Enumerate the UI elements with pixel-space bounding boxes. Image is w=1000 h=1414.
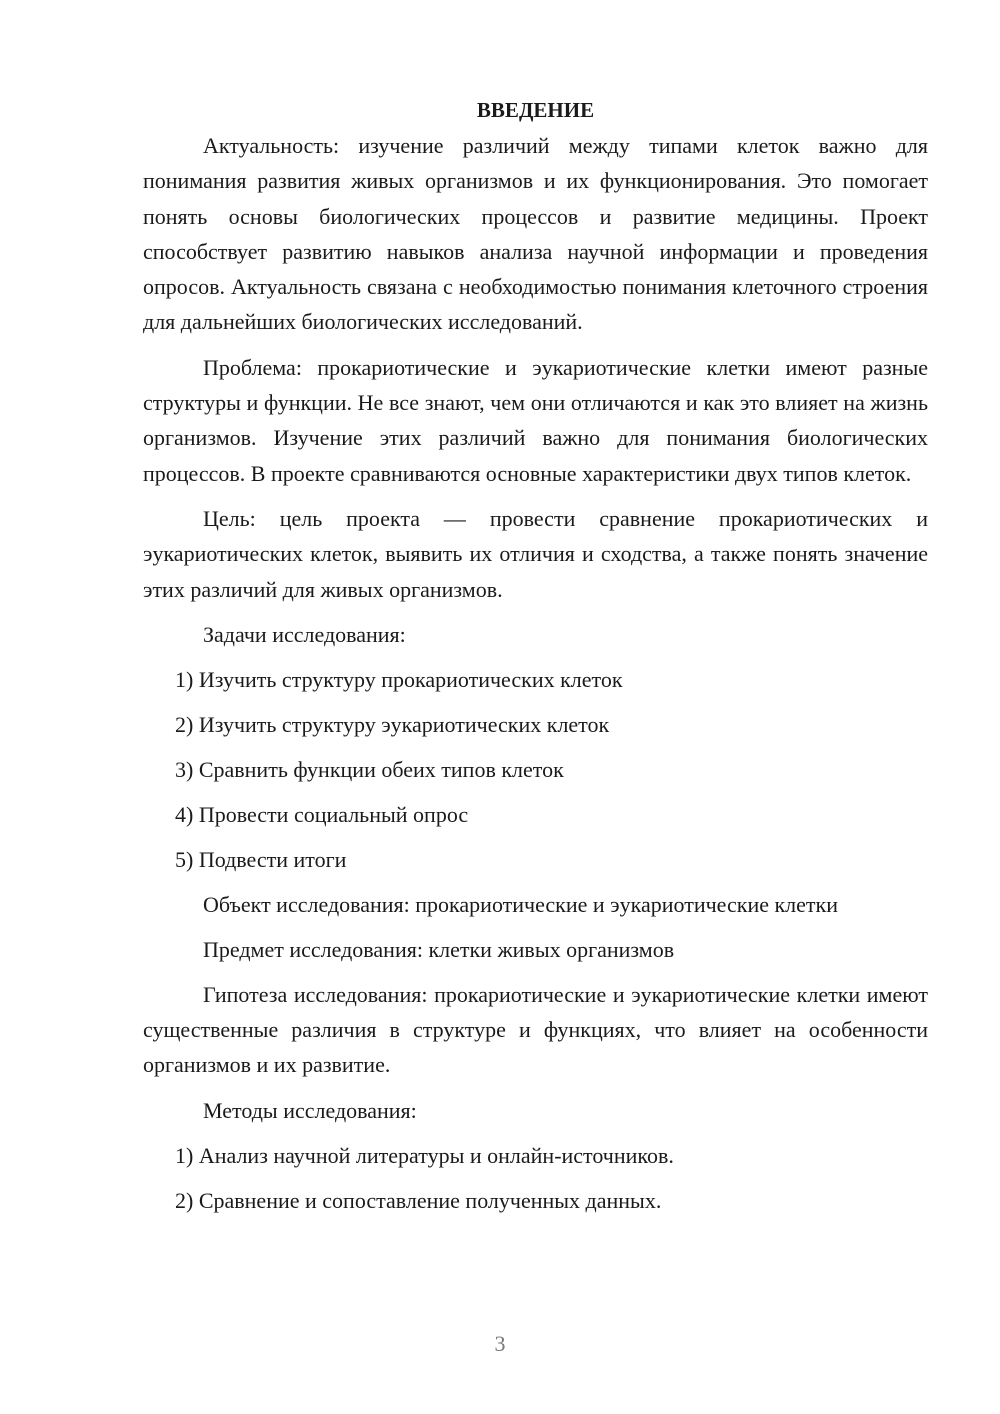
method-item-1: 1) Анализ научной литературы и онлайн-источников. bbox=[175, 1142, 674, 1168]
tasks-heading: Задачи исследования: bbox=[203, 621, 406, 647]
page-content bbox=[143, 93, 928, 1228]
task-item-2: 2) Изучить структуру эукариотических клеток bbox=[175, 711, 610, 737]
task-item-1: 1) Изучить структуру прокариотических клеток bbox=[175, 666, 623, 692]
problem-paragraph: Проблема: прокариотические и эукариотические клетки имеют разные структуры и функции. Не все знают, чем они отличаются и как это влияет на жизнь организмов. Изучение этих различий важно для понимания биологических процессов. В проекте сравниваются основные характеристики двух типов клеток. bbox=[143, 354, 928, 486]
task-item-4: 4) Провести социальный опрос bbox=[175, 801, 469, 827]
research-subject: Предмет исследования: клетки живых организмов bbox=[203, 936, 675, 962]
page-number: 3 bbox=[494, 1331, 506, 1356]
relevance-paragraph: Актуальность: изучение различий между типами клеток важно для понимания развития живых организмов и их функционирования. Это помогает понять основы биологических процессов и развитие медицины. Проект способствует развитию навыков анализа научной информации и проведения опросов. Актуальность связана с необходимостью понимания клеточного строения для дальнейших биологических исследований. bbox=[143, 133, 928, 335]
hypothesis-paragraph: Гипотеза исследования: прокариотические и эукариотические клетки имеют существенные различия в структуре и функциях, что влияет на особенности организмов и их развитие. bbox=[143, 981, 928, 1078]
research-object: Объект исследования: прокариотические и эукариотические клетки bbox=[203, 891, 838, 917]
method-item-2: 2) Сравнение и сопоставление полученных данных. bbox=[175, 1187, 662, 1213]
methods-heading: Методы исследования: bbox=[203, 1097, 417, 1123]
task-item-5: 5) Подвести итоги bbox=[175, 846, 347, 872]
task-item-3: 3) Сравнить функции обеих типов клеток bbox=[175, 756, 564, 782]
goal-paragraph: Цель: цель проекта — провести сравнение прокариотических и эукариотических клеток, выявить их отличия и сходства, а также понять значение этих различий для живых организмов. bbox=[143, 505, 928, 602]
section-title: ВВЕДЕНИЕ bbox=[476, 98, 595, 122]
